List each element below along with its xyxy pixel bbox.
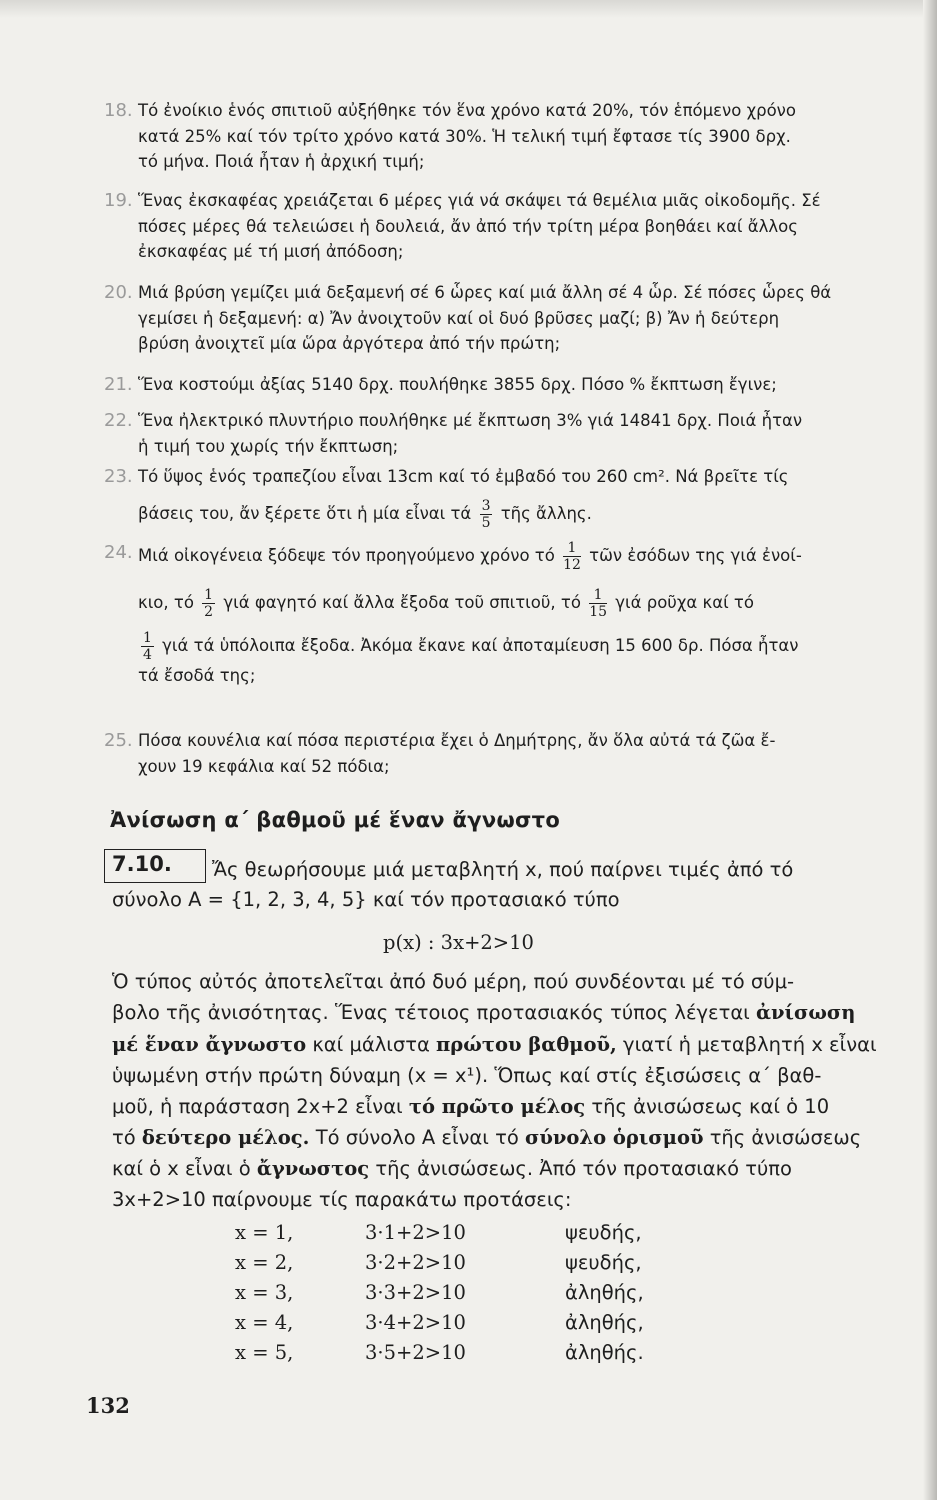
text-segment: γιατί ἡ μεταβλητή x εἶναι <box>623 1033 877 1056</box>
exercise-text-line <box>112 587 894 620</box>
exercise-number: 18. <box>104 100 133 121</box>
paragraph-line <box>112 1123 894 1153</box>
exercise-24 <box>104 540 894 689</box>
bold-term: μέ ἕναν ἄγνωστο <box>112 1033 307 1056</box>
fraction-numerator: 1 <box>204 587 214 603</box>
exercise-number: 25. <box>104 730 133 751</box>
exercise-number: 24. <box>104 542 133 563</box>
x-value: x = 2, <box>235 1251 294 1274</box>
text-segment: βολο τῆς ἀνισότητας. Ἕνας τέτοιος προτασιακός τύπος λέγεται <box>112 1001 750 1024</box>
text-segment: γιά τά ὑπόλοιπα ἔξοδα. Ἀκόμα ἔκανε καί ἀποταμίευση 15 600 δρ. Πόσα ἦταν <box>162 636 799 655</box>
text-segment: Τό σύνολο A εἶναι τό <box>315 1126 519 1149</box>
truth-value: ἀληθής, <box>565 1281 644 1304</box>
page-number: 132 <box>86 1393 130 1418</box>
exercise-text-line: βρύση ἀνοιχτεῖ μία ὥρα ἀργότερα ἀπό τήν πρώτη; <box>138 334 561 353</box>
section-number: 7.10. <box>112 852 172 876</box>
text-segment: τῆς ἄλλης. <box>500 503 592 523</box>
fraction-denominator: 12 <box>563 557 581 573</box>
exercise-text-line: Ἕνα κοστούμι ἀξίας 5140 δρχ. πουλήθηκε 3855 δρχ. Πόσο % ἔκπτωση ἔγινε; <box>138 375 777 394</box>
exercise-text-line: γεμίσει ἡ δεξαμενή: α) Ἄν ἀνοιχτοῦν καί οἱ δυό βρῦσες μαζί; β) Ἄν ἡ δεύτερη <box>138 308 780 328</box>
text-segment: τῆς ἀνισώσεως καί ὁ 10 <box>591 1095 830 1118</box>
text-segment: Μιά οἰκογένεια ξόδεψε τόν προηγούμενο χρόνο τό <box>138 546 555 565</box>
exercise-21 <box>104 372 894 398</box>
text-segment: κιο, τό <box>138 593 194 612</box>
truth-value: ψευδής, <box>565 1221 642 1244</box>
text-segment: γιά ροῦχα καί τό <box>615 593 754 612</box>
fraction-numerator: 1 <box>589 587 607 604</box>
expression: 3·2+2>10 <box>365 1251 466 1274</box>
exercise-number: 21. <box>104 374 133 395</box>
exercise-text-line <box>112 498 894 531</box>
expression: 3·5+2>10 <box>365 1341 466 1364</box>
fraction-numerator: 3 <box>481 497 491 514</box>
exercise-text-line <box>112 540 894 573</box>
expression: 3·4+2>10 <box>365 1311 466 1334</box>
text-segment: γιά φαγητό καί ἄλλα ἔξοδα τοῦ σπιτιοῦ, τό <box>223 593 581 612</box>
truth-value: ψευδής, <box>565 1251 642 1274</box>
paragraph-line: ὑψωμένη στήν πρώτη δύναμη (x = x¹). Ὅπως καί στίς ἐξισώσεις α΄ βαθ- <box>112 1064 822 1087</box>
exercise-text-line: Πόσα κουνέλια καί πόσα περιστέρια ἔχει ὁ Δημήτρης, ἄν ὅλα αὐτά τά ζῶα ἔ- <box>138 731 776 750</box>
exercise-number: 22. <box>104 410 133 431</box>
truth-value: ἀληθής. <box>565 1341 644 1364</box>
fraction <box>202 587 215 620</box>
intro-line-1: Ἄς θεωρήσουμε μιά μεταβλητή x, πού παίρνει τιμές ἀπό τό <box>212 858 794 881</box>
x-value: x = 5, <box>235 1341 294 1364</box>
page-edge-shadow <box>923 0 937 1500</box>
bold-term: τό πρῶτο μέλος <box>408 1095 586 1118</box>
bold-term: ἀνίσωση <box>755 1001 856 1024</box>
bold-term: πρώτου βαθμοῦ, <box>436 1033 617 1056</box>
exercise-text-line: Ἕνα ἠλεκτρικό πλυντήριο πουλήθηκε μέ ἔκπτωση 3% γιά 14841 δρχ. Ποιά ἦταν <box>138 411 803 430</box>
formula: p(x) : 3x+2>10 <box>383 931 534 954</box>
paragraph-line <box>112 1092 894 1122</box>
bold-term: σύνολο ὁρισμοῦ <box>524 1126 704 1149</box>
fraction-denominator: 5 <box>481 514 491 531</box>
text-segment: τῆς ἀνισώσεως <box>709 1126 862 1149</box>
text-segment: τῶν ἐσόδων της γιά ἐνοί- <box>589 546 802 565</box>
exercise-text-line: χουν 19 κεφάλια καί 52 πόδια; <box>138 756 390 776</box>
exercise-text-line: τό μήνα. Ποιά ἦταν ἡ ἀρχική τιμή; <box>138 152 425 171</box>
exercise-number: 20. <box>104 282 133 303</box>
paragraph-line <box>112 1030 894 1060</box>
fraction-denominator: 15 <box>589 604 608 620</box>
fraction <box>141 630 154 663</box>
exercise-19 <box>104 188 894 265</box>
top-shadow <box>0 0 937 18</box>
exercise-text-line: ἡ τιμή του χωρίς τήν ἔκπτωση; <box>138 436 399 456</box>
bold-term: ἄγνωστος <box>256 1157 370 1180</box>
exercise-text-line: ἐκσκαφέας μέ τή μισή ἀπόδοση; <box>138 242 404 261</box>
expression: 3·3+2>10 <box>365 1281 466 1304</box>
exercise-text-line: κατά 25% καί τόν τρίτο χρόνο κατά 30%. Ἡ τελική τιμή ἔφτασε τίς 3900 δρχ. <box>138 126 791 146</box>
paragraph-line: Ὁ τύπος αὐτός ἀποτελεῖται ἀπό δυό μέρη, πού συνδέονται μέ τό σύμ- <box>112 970 795 993</box>
x-value: x = 4, <box>235 1311 294 1334</box>
fraction-numerator: 1 <box>563 540 581 557</box>
exercise-text-line: Μιά βρύση γεμίζει μιά δεξαμενή σέ 6 ὧρες καί μιά ἄλλη σέ 4 ὧρ. Σέ πόσες ὧρες θά <box>138 283 832 302</box>
text-segment: μοῦ, ἡ παράσταση 2x+2 εἶναι <box>112 1095 403 1118</box>
fraction-denominator: 4 <box>143 647 152 663</box>
exercise-20 <box>104 280 894 357</box>
paragraph-line: 3x+2>10 παίρνουμε τίς παρακάτω προτάσεις: <box>112 1188 572 1211</box>
x-value: x = 3, <box>235 1281 294 1304</box>
fraction <box>480 498 493 531</box>
exercise-text-line: Τό ἐνοίκιο ἑνός σπιτιοῦ αὐξήθηκε τόν ἕνα χρόνο κατά 20%, τόν ἑπόμενο χρόνο <box>138 101 796 120</box>
fraction <box>563 540 581 573</box>
expression: 3·1+2>10 <box>365 1221 466 1244</box>
text-segment: βάσεις του, ἄν ξέρετε ὅτι ἡ μία εἶναι τά <box>138 503 472 523</box>
exercise-text-line: Ἕνας ἐκσκαφέας χρειάζεται 6 μέρες γιά νά σκάψει τά θεμέλια μιᾶς οἰκοδομῆς. Σέ <box>138 191 821 210</box>
exercise-text-line: τά ἔσοδά της; <box>138 666 256 685</box>
fraction-numerator: 1 <box>143 630 152 646</box>
paragraph-line <box>112 998 894 1028</box>
exercise-number: 23. <box>104 466 133 487</box>
text-segment: τό <box>112 1126 136 1149</box>
text-segment: καί μάλιστα <box>312 1033 430 1056</box>
truth-value: ἀληθής, <box>565 1311 644 1334</box>
fraction <box>589 587 607 620</box>
exercise-23 <box>104 464 894 531</box>
exercise-number: 19. <box>104 190 133 211</box>
x-value: x = 1, <box>235 1221 294 1244</box>
paragraph-line <box>112 1154 894 1184</box>
fraction-denominator: 2 <box>204 604 214 620</box>
exercise-text-line: Τό ὕψος ἑνός τραπεζίου εἶναι 13cm καί τό ἐμβαδό του 260 cm². Νά βρεῖτε τίς <box>138 467 789 486</box>
exercise-18 <box>104 98 894 175</box>
exercise-text-line <box>112 630 894 663</box>
section-heading: Ἀνίσωση α΄ βαθμοῦ μέ ἕναν ἄγνωστο <box>110 808 561 832</box>
exercise-25 <box>104 728 894 779</box>
text-segment: τῆς ἀνισώσεως. Ἀπό τόν προτασιακό τύπο <box>375 1157 792 1180</box>
exercise-22 <box>104 408 894 459</box>
text-segment: καί ὁ x εἶναι ὁ <box>112 1157 251 1180</box>
intro-line-2: σύνολο A = {1, 2, 3, 4, 5} καί τόν προτασιακό τύπο <box>112 888 620 911</box>
bold-term: δεύτερο μέλος. <box>141 1126 310 1149</box>
exercise-text-line: πόσες μέρες θά τελειώσει ἡ δουλειά, ἄν ἀπό τήν τρίτη μέρα βοηθάει καί ἄλλος <box>138 216 798 236</box>
